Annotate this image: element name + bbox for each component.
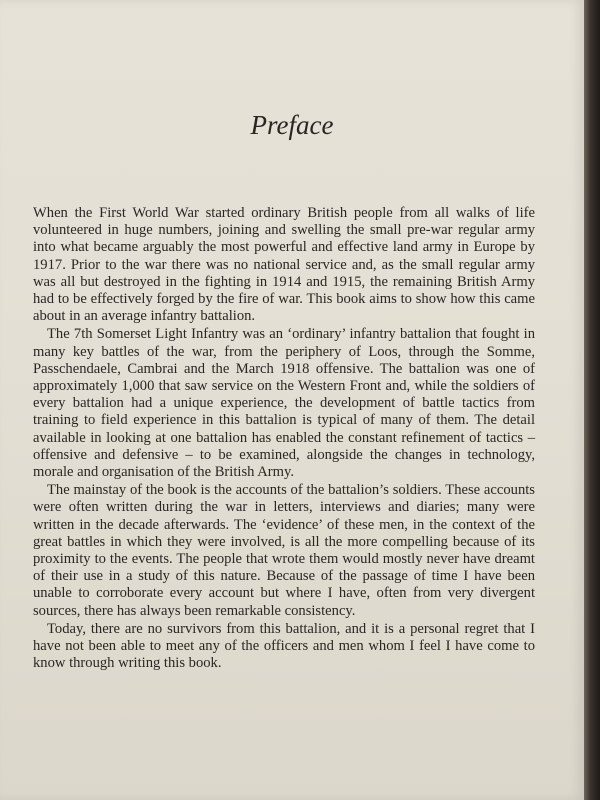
paragraph-3: The mainstay of the book is the accounts of the battalion’s soldiers. These accounts were often written during the war in letters, interviews and diaries; many were written in the decade afterwards. The ‘evidence’ of these men, in the context of the great battles in which they were involved, is all the more compelling because of its proximity to the events. The people that wrote them would mostly never have dreamt of their use in a study of this nature. Because of the passage of time I have been unable to corroborate every account but where I have, often from very divergent sources, there has always been remarkable consistency.	[33, 482, 535, 619]
page-edge-shadow	[584, 0, 600, 800]
page-title: Preface	[250, 110, 334, 140]
paragraph-1: When the First World War started ordinary British people from all walks of life volunteered in huge numbers, joining and swelling the small pre-war regular army into what became arguably the most powerful and effective land army in Europe by 1917. Prior to the war there was no national service and, as the small regular army was all but destroyed in the fighting in 1914 and 1915, the remaining British Army had to be effectively forged by the fire of war. This book aims to show how this came about in an average infantry battalion.	[33, 205, 535, 325]
preface-body	[33, 205, 535, 672]
paragraph-2: The 7th Somerset Light Infantry was an ‘ordinary’ infantry battalion that fought in many key battles of the war, from the periphery of Loos, through the Somme, Passchendaele, Cambrai and the March 1918 offensive. The battalion was one of approximately 1,000 that saw service on the Western Front and, while the soldiers of every battalion had a unique experience, the development of battle tactics from training to field experience in this battalion is typical of many of them. The detail available in looking at one battalion has enabled the constant refinement of tactics – offensive and defensive – to be examined, alongside the changes in technology, morale and organisation of the British Army.	[33, 326, 535, 481]
paragraph-4: Today, there are no survivors from this battalion, and it is a personal regret that I have not been able to meet any of the officers and men whom I feel I have come to know through writing this book.	[33, 620, 535, 672]
